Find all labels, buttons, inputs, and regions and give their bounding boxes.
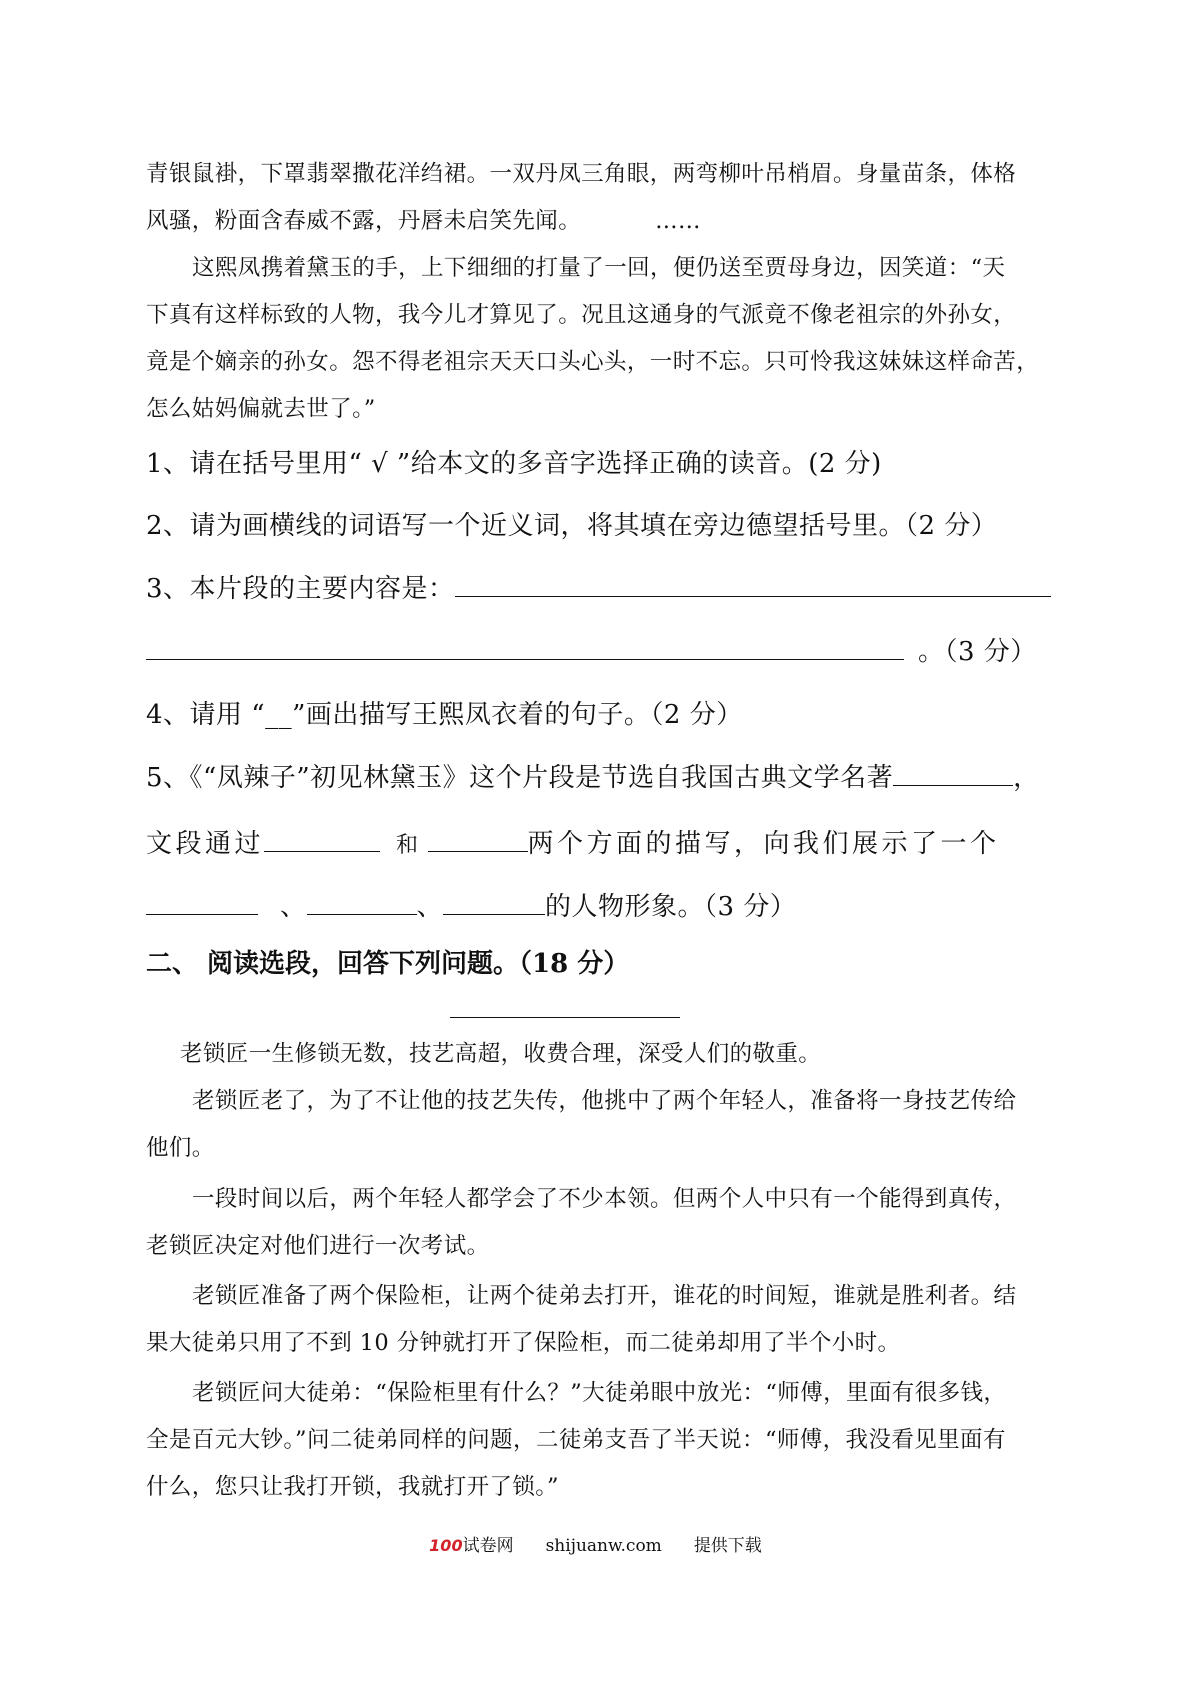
story-line: 老锁匠一生修锁无数，技艺高超，收费合理，深受人们的敬重。: [180, 1041, 822, 1067]
answer-blank[interactable]: [443, 910, 545, 915]
answer-blank[interactable]: [264, 847, 380, 852]
question-1: 1、请在括号里用“ √ ”给本文的多音字选择正确的读音。(2 分): [146, 449, 882, 479]
question-5-text: 5、《“凤辣子”初见林黛玉》这个片段是节选自我国古典文学名著: [146, 763, 894, 793]
question-5-text: 两个方面的描写，向我们展示了一个: [527, 829, 1000, 859]
passage-line: 这熙凤携着黛玉的手，上下细细的打量了一回，便仍送至贾母身边，因笑道：“天: [192, 255, 1006, 281]
title-answer-blank[interactable]: [450, 1017, 680, 1018]
question-5-text: 、: [280, 892, 307, 922]
passage-line: 下真有这样标致的人物，我今儿才算见了。况且这通身的气派竟不像老祖宗的外孙女，: [146, 302, 1017, 328]
story-line: 果大徒弟只用了不到 10 分钟就打开了保险柜，而二徒弟却用了半个小时。: [146, 1330, 901, 1356]
question-4: [146, 694, 743, 731]
question-5-line-3: [146, 886, 796, 923]
answer-blank[interactable]: [893, 781, 1013, 786]
ellipsis: ……: [655, 208, 701, 234]
question-5-comma: ，: [1013, 763, 1040, 793]
story-line: 老锁匠决定对他们进行一次考试。: [146, 1233, 490, 1259]
site-logo-text: 试卷网: [462, 1536, 514, 1556]
story-line: 全是百元大钞。”问二徒弟同样的问题，二徒弟支吾了半天说：“师傅，我没看见里面有: [146, 1427, 1006, 1453]
question-5-line-2: [146, 823, 1000, 860]
story-line: 什么，您只让我打开锁，我就打开了锁。”: [146, 1474, 559, 1500]
question-5: [146, 757, 1040, 794]
question-3-label: 3、本片段的主要内容是：: [146, 574, 455, 604]
section-2-title: 二、 阅读选段，回答下列问题。（18 分）: [146, 949, 630, 979]
story-line: 老锁匠问大徒弟：“保险柜里有什么？”大徒弟眼中放光：“师傅，里面有很多钱，: [192, 1380, 1007, 1406]
question-3-score: 。（3 分）: [918, 637, 1037, 667]
story-line: 老锁匠准备了两个保险柜，让两个徒弟去打开，谁花的时间短，谁就是胜利者。结: [192, 1283, 1017, 1309]
answer-blank[interactable]: [455, 592, 1051, 597]
passage-line: [146, 203, 701, 235]
question-3-continued: [146, 631, 1037, 668]
question-4-underline-mark: __: [265, 700, 293, 730]
question-5-text: 和: [396, 833, 422, 858]
passage-line: 竟是个嫡亲的孙女。怨不得老祖宗天天口头心头，一时不忘。只可怜我这妹妹这样命苦，: [146, 349, 1040, 375]
question-4-suffix: ”画出描写王熙凤衣着的句子。（2 分）: [292, 700, 743, 730]
question-5-text: 、: [416, 892, 444, 922]
answer-blank[interactable]: [428, 847, 528, 852]
site-logo: 100: [429, 1536, 463, 1555]
site-url[interactable]: shijuanw.com: [545, 1536, 662, 1556]
question-5-text: 的人物形象。（3 分）: [545, 892, 797, 922]
passage-line: 青银鼠褂，下罩翡翠撒花洋绉裙。一双丹凤三角眼，两弯柳叶吊梢眉。身量苗条，体格: [146, 161, 1017, 187]
question-5-text: 文段通过: [146, 829, 265, 859]
download-note: 提供下载: [693, 1536, 762, 1556]
question-4-prefix: 4、请用 “: [146, 700, 266, 730]
passage-line: 怎么姑妈偏就去世了。”: [146, 396, 376, 422]
story-line: 老锁匠老了，为了不让他的技艺失传，他挑中了两个年轻人，准备将一身技艺传给: [192, 1088, 1017, 1114]
story-line: 他们。: [146, 1135, 215, 1161]
question-3: [146, 568, 1051, 605]
footer: [0, 1531, 1191, 1556]
answer-blank[interactable]: [146, 910, 258, 915]
passage-line-text: 风骚，粉面含春威不露，丹唇未启笑先闻。: [146, 208, 582, 234]
answer-blank[interactable]: [146, 655, 904, 660]
answer-blank[interactable]: [307, 910, 417, 915]
question-2: 2、请为画横线的词语写一个近义词，将其填在旁边德望括号里。（2 分）: [146, 511, 998, 541]
story-line: 一段时间以后，两个年轻人都学会了不少本领。但两个人中只有一个能得到真传，: [192, 1186, 1017, 1212]
